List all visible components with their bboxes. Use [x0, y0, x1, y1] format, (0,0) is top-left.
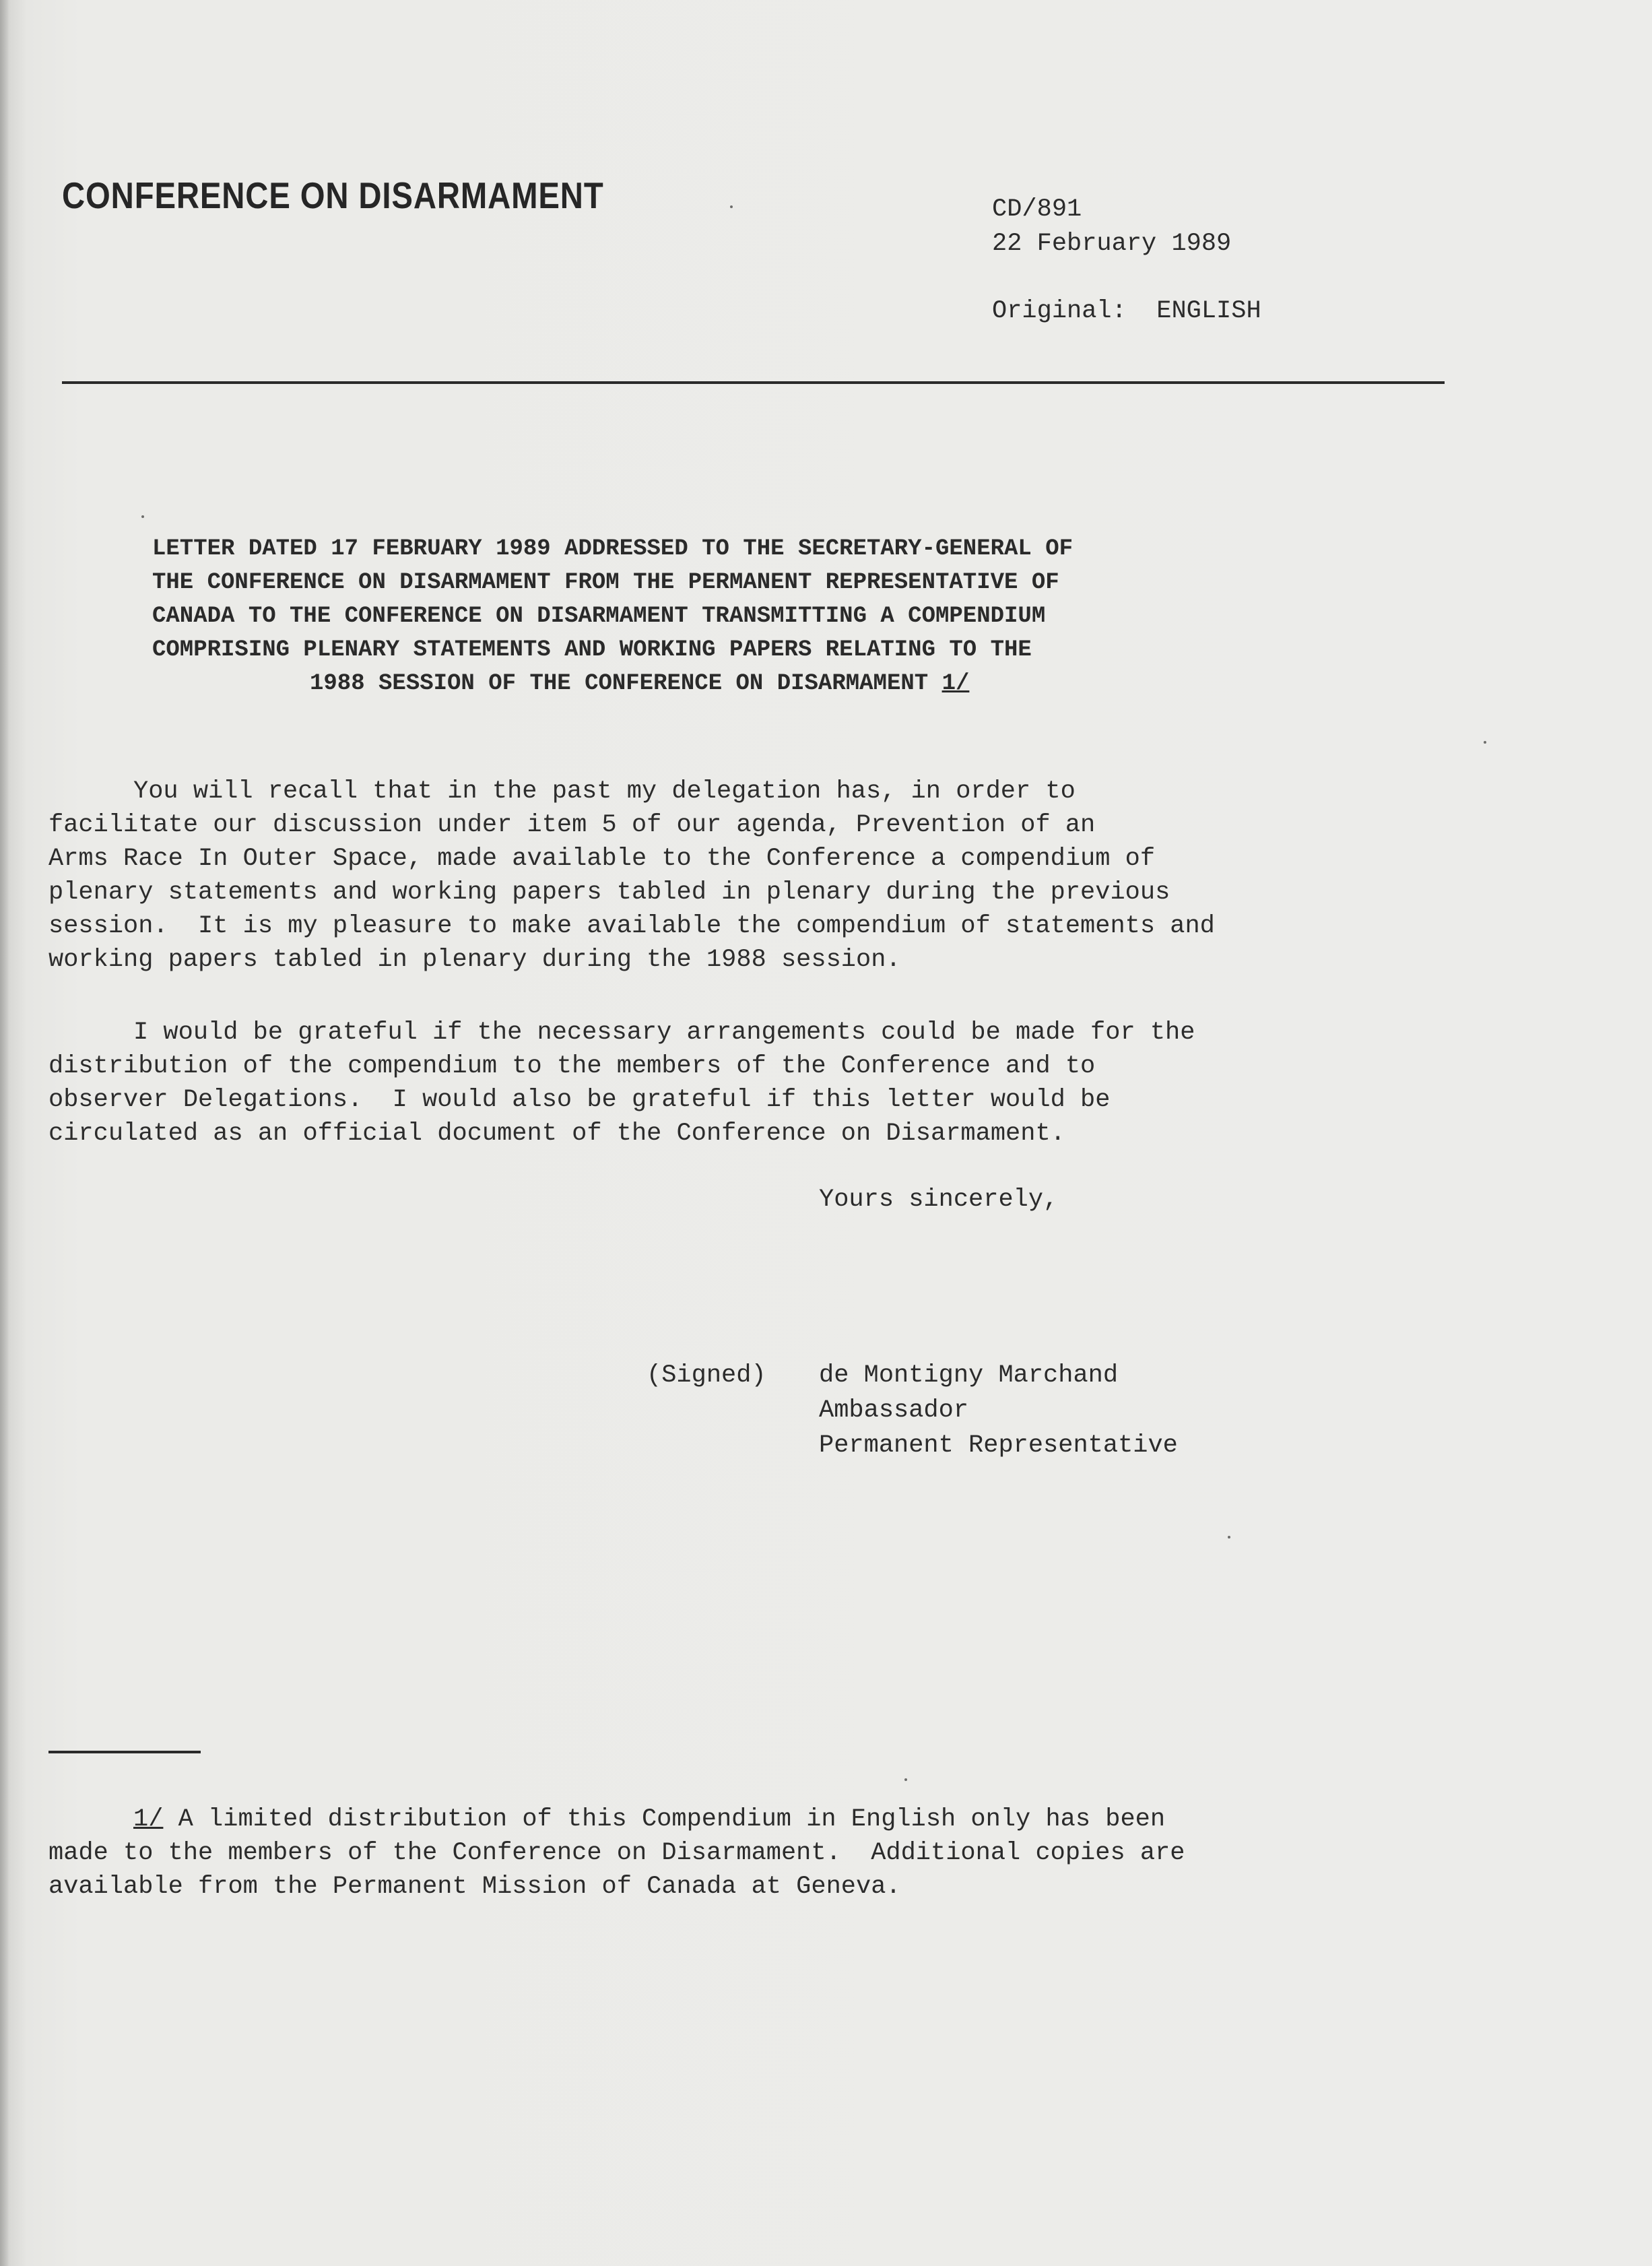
document-date: 22 February 1989 — [992, 230, 1232, 258]
scan-speck — [904, 1778, 907, 1781]
body-paragraph-2 — [48, 1016, 1463, 1151]
paragraph-line: circulated as an official document of the Conference on Disarmament. — [48, 1120, 1065, 1148]
paragraph-line: facilitate our discussion under item 5 of our agenda, Prevention of an — [48, 811, 1096, 839]
signature-block — [647, 1358, 1178, 1463]
paragraph-line: distribution of the compendium to the members of the Conference and to — [48, 1052, 1096, 1080]
footnote-line: available from the Permanent Mission of Canada at Geneva. — [48, 1873, 901, 1901]
footnote-line: A limited distribution of this Compendium in English only has been — [178, 1805, 1166, 1834]
scan-speck — [1484, 741, 1486, 744]
header-rule — [62, 381, 1445, 384]
scan-speck — [141, 515, 144, 518]
footnote-rule — [48, 1751, 201, 1753]
footnote-reference: 1/ — [941, 671, 970, 697]
subject-line: COMPRISING PLENARY STATEMENTS AND WORKING PAPERS RELATING TO THE — [152, 637, 1032, 663]
scan-speck — [730, 205, 733, 208]
paragraph-line: observer Delegations. I would also be grateful if this letter would be — [48, 1086, 1111, 1114]
body-paragraph-1 — [48, 775, 1463, 977]
signatory-title: Ambassador — [819, 1396, 969, 1425]
paragraph-line: plenary statements and working papers tabled in plenary during the previous — [48, 878, 1170, 907]
original-language: Original: ENGLISH — [992, 297, 1261, 325]
closing: Yours sincerely, — [819, 1186, 1059, 1214]
subject-heading — [152, 532, 1364, 701]
scan-speck — [1228, 1536, 1230, 1539]
subject-line: LETTER DATED 17 FEBRUARY 1989 ADDRESSED TO THE SECRETARY-GENERAL OF — [152, 536, 1073, 562]
footnote — [48, 1803, 1463, 1904]
signed-label: (Signed) — [647, 1361, 766, 1390]
subject-line: 1988 SESSION OF THE CONFERENCE ON DISARMAMENT — [310, 671, 929, 697]
footnote-marker: 1/ — [133, 1805, 164, 1834]
scan-edge-shadow — [0, 0, 9, 2266]
org-title: CONFERENCE ON DISARMAMENT — [62, 174, 604, 216]
signatory-position: Permanent Representative — [819, 1431, 1178, 1460]
paragraph-line: You will recall that in the past my delegation has, in order to — [133, 777, 1076, 806]
document-symbol: CD/891 — [992, 195, 1082, 224]
subject-last-line — [152, 667, 1364, 701]
subject-line: CANADA TO THE CONFERENCE ON DISARMAMENT TRANSMITTING A COMPENDIUM — [152, 604, 1046, 629]
signatory-name: de Montigny Marchand — [819, 1361, 1119, 1390]
subject-line: THE CONFERENCE ON DISARMAMENT FROM THE PERMANENT REPRESENTATIVE OF — [152, 570, 1059, 595]
footnote-line: made to the members of the Conference on Disarmament. Additional copies are — [48, 1839, 1185, 1867]
paragraph-line: Arms Race In Outer Space, made available to the Conference a compendium of — [48, 845, 1156, 873]
paragraph-line: I would be grateful if the necessary arrangements could be made for the — [133, 1018, 1195, 1047]
paragraph-line: working papers tabled in plenary during the 1988 session. — [48, 946, 901, 974]
paragraph-line: session. It is my pleasure to make available the compendium of statements and — [48, 912, 1215, 940]
